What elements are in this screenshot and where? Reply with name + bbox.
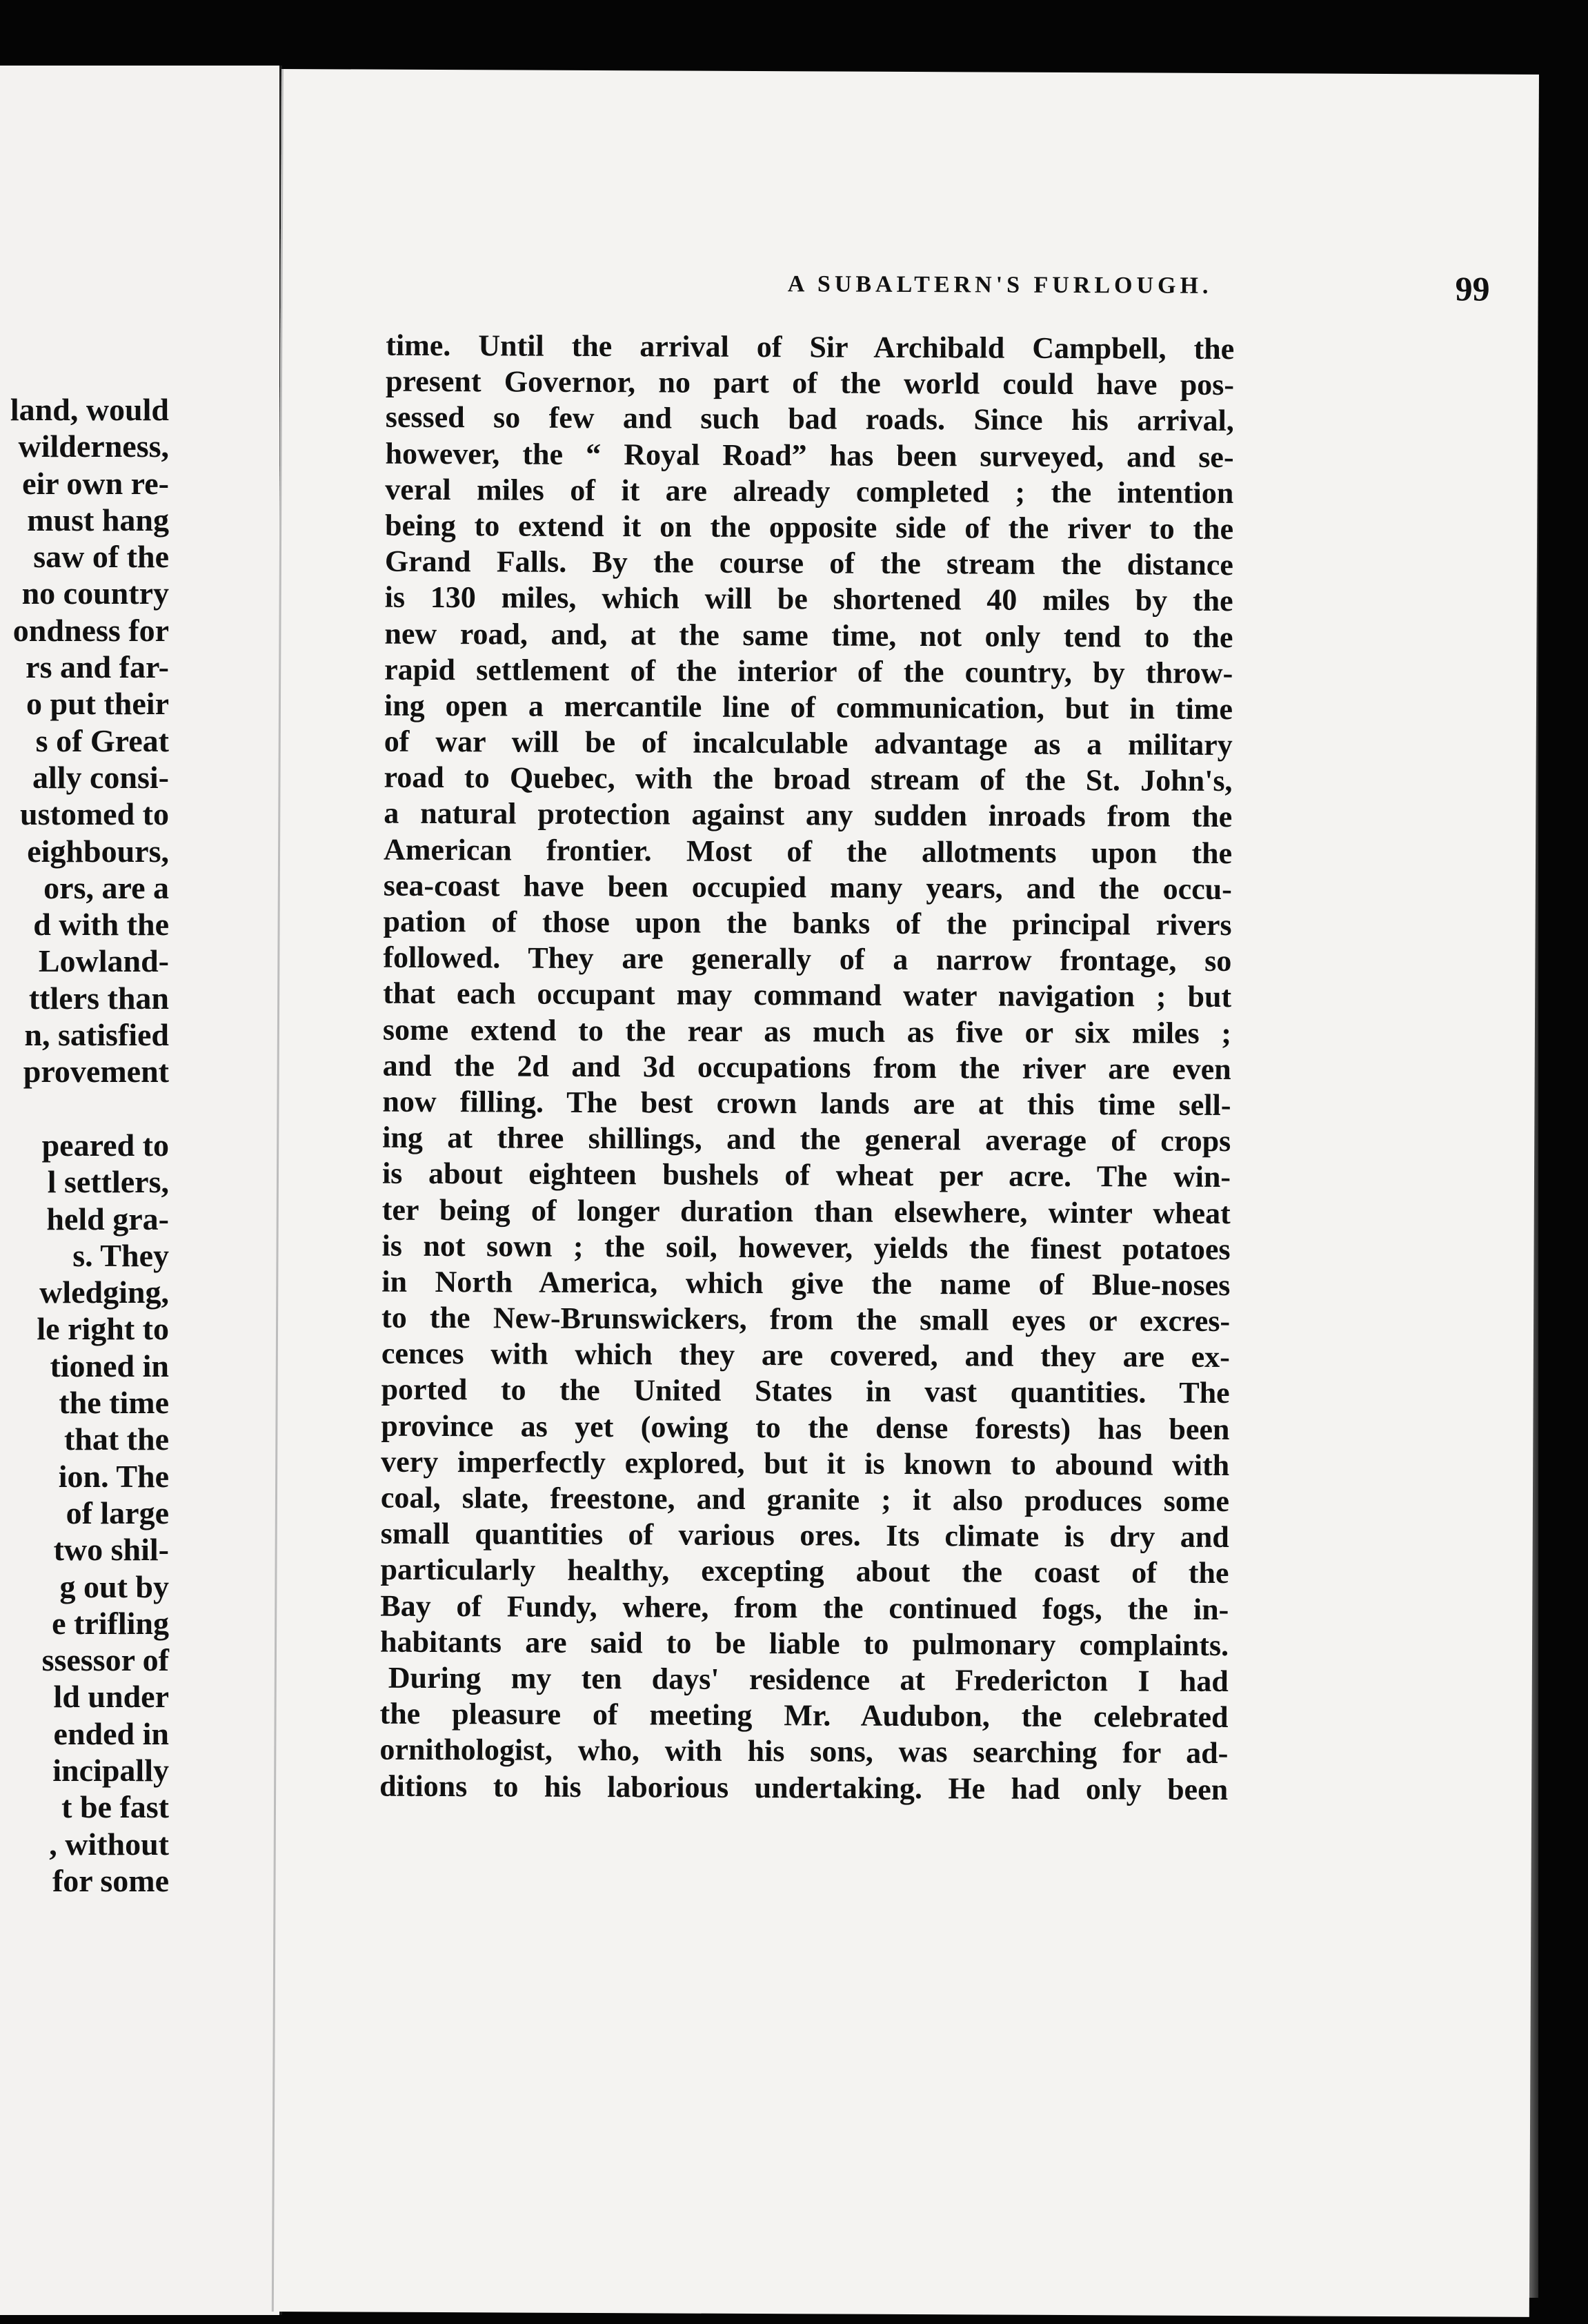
left-fragment-line: ustomed to	[20, 796, 169, 832]
left-fragment-line: e trifling	[52, 1605, 169, 1641]
left-fragment-line: l settlers,	[47, 1164, 169, 1200]
text-line: cences with which they are covered, and they are ex-	[381, 1336, 1230, 1375]
left-fragment-line: o put their	[26, 686, 169, 722]
left-fragment-line: ttlers than	[28, 980, 169, 1016]
text-line: time. Until the arrival of Sir Archibald Campbell, the	[386, 328, 1235, 366]
left-fragment-line: ion. The	[58, 1458, 169, 1494]
left-fragment-line: must hang	[27, 502, 169, 538]
text-line: rapid settlement of the interior of the country, by throw-	[384, 652, 1233, 690]
left-fragment-line: the time	[59, 1385, 169, 1421]
text-line: During my ten days' residence at Fredericton I had	[388, 1660, 1229, 1698]
text-line: being to extend it on the opposite side of the river to the	[385, 508, 1234, 546]
left-facing-page	[0, 66, 282, 2315]
text-line: province as yet (owing to the dense forests) has been	[381, 1408, 1230, 1446]
left-fragment-line: Lowland-	[38, 943, 169, 979]
left-fragment-line: provement	[23, 1054, 169, 1090]
main-page	[272, 69, 1539, 2317]
text-line: followed. They are generally of a narrow frontage, so	[383, 940, 1232, 978]
left-fragment-line: t be fast	[61, 1789, 169, 1825]
left-fragment-line: ssessor of	[41, 1642, 169, 1678]
left-fragment-line: held gra-	[46, 1201, 169, 1237]
left-fragment-line: ally consi-	[32, 759, 169, 795]
left-fragment-gap	[10, 1090, 169, 1127]
text-line: is not sown ; the soil, however, yields the finest potatoes	[381, 1228, 1231, 1266]
left-fragment-line: no country	[21, 575, 169, 611]
text-line: new road, and, at the same time, not only tend to the	[384, 616, 1233, 654]
text-line: present Governor, no part of the world could have pos-	[385, 364, 1235, 402]
text-line: veral miles of it are already completed ; the intention	[385, 472, 1234, 510]
text-line: the pleasure of meeting Mr. Audubon, the celebrated	[379, 1696, 1229, 1735]
left-fragment-line: ld under	[53, 1679, 169, 1715]
text-line: American frontier. Most of the allotments upon the	[383, 832, 1233, 870]
text-line: sea-coast have been occupied many years, and the occu-	[383, 868, 1232, 906]
text-line: sessed so few and such bad roads. Since his arrival,	[385, 400, 1234, 438]
text-line: particularly healthy, excepting about the coast of the	[380, 1553, 1229, 1591]
body-text	[379, 328, 1234, 1808]
text-line: and the 2d and 3d occupations from the river are even	[382, 1048, 1231, 1086]
left-fragment-line: peared to	[41, 1127, 169, 1163]
left-fragment-line: two shil-	[53, 1532, 169, 1568]
left-fragment-line: eir own re-	[22, 465, 169, 501]
left-fragment-line: d with the	[33, 907, 169, 943]
text-line: road to Quebec, with the broad stream of the St. John's,	[384, 760, 1233, 798]
text-line: ditions to his laborious undertaking. He had only been	[379, 1769, 1229, 1806]
text-line: however, the “ Royal Road” has been surveyed, and se-	[385, 436, 1234, 474]
left-fragment-line: ended in	[53, 1715, 169, 1751]
text-line: Grand Falls. By the course of the stream the distance	[384, 544, 1233, 582]
text-line: ing at three shillings, and the general average of crops	[382, 1120, 1231, 1159]
left-fragment-line: g out by	[59, 1568, 169, 1604]
text-line: small quantities of various ores. Its climate is dry and	[380, 1516, 1229, 1555]
text-line: pation of those upon the banks of the principal rivers	[383, 904, 1232, 943]
text-line: coal, slate, freestone, and granite ; it also produces some	[380, 1480, 1230, 1519]
left-fragment-line: tioned in	[50, 1348, 169, 1383]
left-fragment-line: incipally	[52, 1752, 169, 1788]
text-line: is about eighteen bushels of wheat per acre. The win-	[381, 1156, 1231, 1194]
left-fragment-line: wilderness,	[18, 429, 169, 464]
left-fragment-line: n, satisfied	[24, 1017, 169, 1053]
text-line: is 130 miles, which will be shortened 40 miles by the	[384, 580, 1233, 618]
left-fragment-line: land, would	[10, 392, 169, 427]
left-fragment-line: le right to	[37, 1311, 169, 1347]
text-line: to the New-Brunswickers, from the small eyes or excres-	[381, 1300, 1231, 1339]
left-fragment-line: , without	[49, 1826, 169, 1862]
text-line: very imperfectly explored, but it is known to abound with	[381, 1444, 1230, 1482]
left-fragment-line: ors, are a	[43, 869, 169, 905]
text-line: that each occupant may command water navigation ; but	[383, 976, 1232, 1014]
left-fragment-line: rs and far-	[26, 649, 169, 685]
running-title: A SUBALTERN'S FURLOUGH.	[787, 271, 1213, 299]
running-head	[599, 269, 1490, 315]
text-line: ported to the United States in vast quantities. The	[381, 1372, 1230, 1410]
left-fragment-line: wledging,	[39, 1274, 169, 1310]
text-line: Bay of Fundy, where, from the continued fogs, the in-	[380, 1588, 1229, 1626]
left-fragment-line: for some	[52, 1862, 169, 1898]
text-line: of war will be of incalculable advantage as a military	[384, 724, 1233, 762]
text-line: ornithologist, who, with his sons, was searching for ad-	[379, 1732, 1229, 1771]
text-line: some extend to the rear as much as five or six miles ;	[382, 1012, 1232, 1050]
left-fragment-line: s. They	[72, 1237, 169, 1273]
left-fragment-line: eighbours,	[27, 833, 169, 869]
text-line: ter being of longer duration than elsewhere, winter wheat	[381, 1192, 1231, 1230]
text-line: in North America, which give the name of Blue-noses	[381, 1264, 1231, 1302]
left-fragment-line: saw of the	[33, 539, 169, 575]
text-line: now filling. The best crown lands are at this time sell-	[382, 1084, 1231, 1122]
text-line: ing open a mercantile line of communication, but in time	[384, 688, 1233, 726]
left-page-text-fragments	[10, 391, 169, 1899]
left-fragment-line: s of Great	[35, 722, 169, 758]
text-line: habitants are said to be liable to pulmonary complaints.	[379, 1624, 1229, 1662]
page-number: 99	[1455, 269, 1490, 308]
left-fragment-line: that the	[63, 1421, 169, 1457]
text-line: a natural protection against any sudden inroads from the	[384, 796, 1233, 834]
left-fragment-line: ondness for	[12, 612, 169, 648]
left-fragment-line: of large	[66, 1495, 169, 1530]
